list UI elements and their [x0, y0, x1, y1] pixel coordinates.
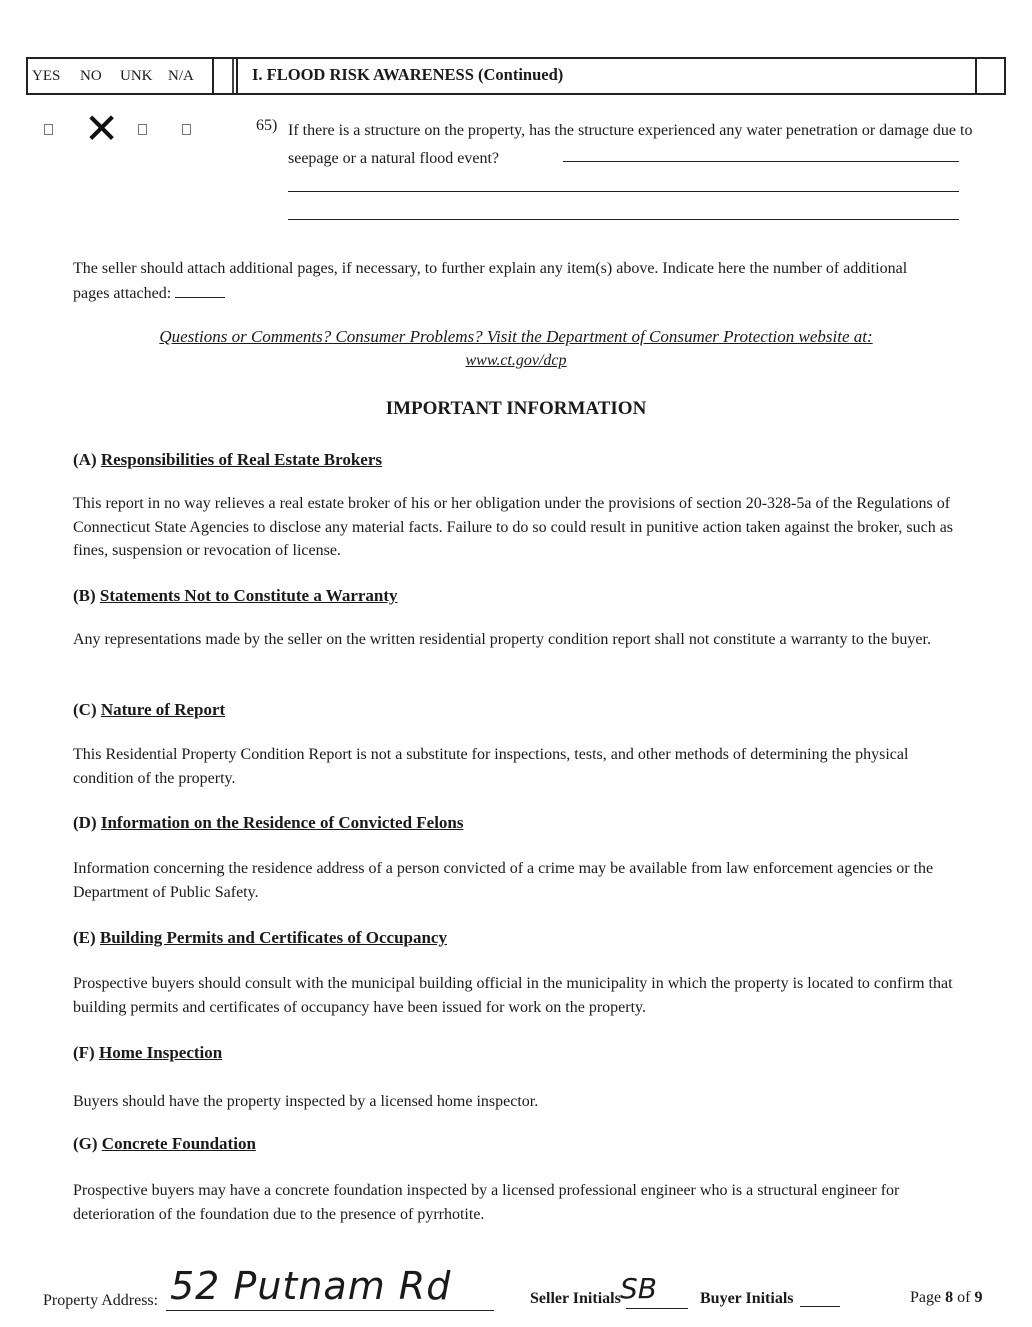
section-heading-a — [73, 450, 382, 470]
section-body-c: This Residential Property Condition Report is not a substitute for inspections, tests, and other methods of determining the physical condition of the property. — [73, 746, 909, 787]
page-current: 8 — [945, 1289, 954, 1306]
seller-initials-line — [626, 1308, 688, 1309]
additional-pages-blank[interactable] — [175, 283, 225, 298]
section-body-d: Information concerning the residence address of a person convicted of a crime may be available from law enforcement agencies or the Department of Public Safety. — [73, 860, 934, 901]
col-no: NO — [80, 67, 102, 84]
page-total: 9 — [974, 1289, 983, 1306]
section-heading-f — [73, 1043, 222, 1063]
section-letter: (C) — [73, 700, 97, 719]
page-number — [910, 1289, 982, 1307]
section-letter: (E) — [73, 928, 96, 947]
section-heading-c — [73, 700, 225, 720]
question-number: 65) — [256, 117, 278, 134]
answer-column-headers — [26, 57, 238, 95]
section-heading-d — [73, 813, 464, 833]
section-heading-b — [73, 586, 398, 606]
col-unk: UNK — [120, 67, 153, 84]
seller-initials-label: Seller Initials — [530, 1290, 621, 1307]
property-address-handwritten[interactable]: 52 Putnam Rd — [170, 1264, 452, 1308]
section-heading-e — [73, 928, 447, 948]
section-heading-text: Building Permits and Certificates of Occupancy — [99, 928, 447, 947]
section-letter: (B) — [73, 586, 96, 605]
col-yes: YES — [32, 67, 61, 84]
important-information-title: IMPORTANT INFORMATION — [385, 398, 647, 419]
section-title: I. FLOOD RISK AWARENESS (Continued) — [252, 65, 564, 84]
page-prefix: Page — [910, 1289, 942, 1306]
section-heading-text: Responsibilities of Real Estate Brokers — [100, 450, 382, 469]
consumer-protection-note — [0, 325, 1032, 373]
header-divider — [212, 59, 234, 93]
section-heading-text: Statements Not to Constitute a Warranty — [99, 586, 398, 605]
section-heading-text: Nature of Report — [100, 700, 226, 719]
section-body-e: Prospective buyers should consult with the municipal building official in the municipality in which the property is located to confirm that building permits and certificates of occupancy have been issued for work on the property. — [73, 975, 953, 1016]
answer-line[interactable] — [288, 219, 959, 220]
consumer-protection-text: Questions or Comments? Consumer Problems? Visit the Department of Consumer Protection website at: — [159, 327, 873, 346]
seller-initials-handwritten[interactable]: SB — [620, 1272, 657, 1305]
section-heading-text: Information on the Residence of Convicted Felons — [100, 813, 464, 832]
consumer-protection-url[interactable]: www.ct.gov/dcp — [465, 352, 567, 369]
checkbox-unk[interactable] — [138, 124, 147, 135]
question-text: If there is a structure on the property, has the structure experienced any water penetration or damage due to seepage or a natural flood event? — [288, 122, 973, 167]
attach-note-text: The seller should attach additional pages, if necessary, to further explain any item(s) above. Indicate here the number of additional pages attached: — [73, 260, 908, 302]
section-body-g: Prospective buyers may have a concrete foundation inspected by a licensed professional engineer who is a structural engineer for deterioration of the foundation due to the presence of pyrrhotite. — [73, 1182, 900, 1223]
attach-note — [73, 256, 933, 306]
section-body-f: Buyers should have the property inspected by a licensed home inspector. — [73, 1093, 539, 1110]
section-body-a: This report in no way relieves a real estate broker of his or her obligation under the provisions of section 20-328-5a of the Regulations of Connecticut State Agencies to disclose any material facts. Failure to do so could result in punitive action taken against the broker, such as fines, suspension or revocation of license. — [73, 495, 954, 559]
section-heading-text: Home Inspection — [98, 1043, 223, 1062]
checkbox-no-marked[interactable]: ✕ — [84, 104, 120, 153]
checkbox-na[interactable] — [182, 124, 191, 135]
property-address-line — [166, 1310, 494, 1311]
section-letter: (G) — [73, 1134, 98, 1153]
buyer-initials-field[interactable] — [800, 1306, 840, 1307]
header-end-tab — [975, 59, 1003, 93]
answer-line[interactable] — [563, 161, 959, 162]
section-body-b: Any representations made by the seller on the written residential property condition report shall not constitute a warranty to the buyer. — [73, 631, 931, 648]
answer-line[interactable] — [288, 191, 959, 192]
page-of: of — [957, 1289, 971, 1306]
section-letter: (D) — [73, 813, 97, 832]
section-heading-text: Concrete Foundation — [101, 1134, 256, 1153]
section-letter: (F) — [73, 1043, 95, 1062]
section-letter: (A) — [73, 450, 97, 469]
checkbox-yes[interactable] — [44, 124, 53, 135]
section-heading-g — [73, 1134, 256, 1154]
buyer-initials-label: Buyer Initials — [700, 1290, 794, 1307]
property-address-label: Property Address: — [43, 1292, 159, 1309]
col-na: N/A — [168, 67, 194, 84]
